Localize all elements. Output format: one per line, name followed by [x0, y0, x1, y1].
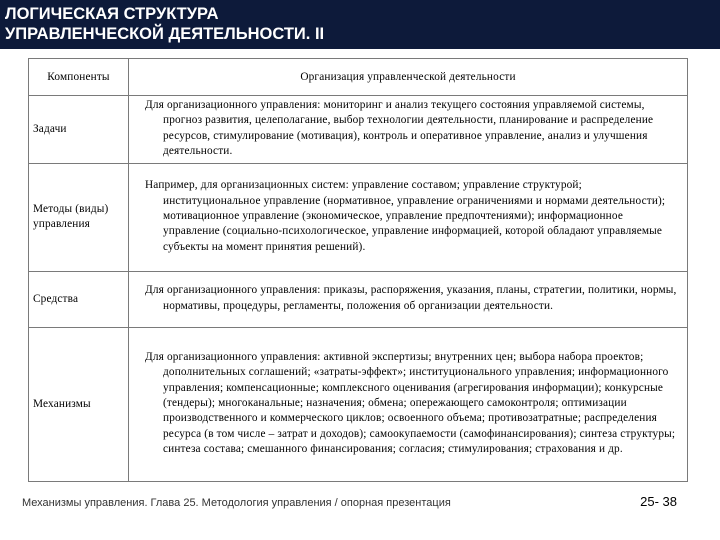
row-description — [129, 327, 688, 481]
table-row — [29, 271, 688, 327]
management-structure-table — [28, 58, 688, 482]
row-description — [129, 271, 688, 327]
header-organization: Организация управленческой деятельности — [129, 59, 688, 96]
page-number: 25- 38 — [640, 494, 677, 509]
row-component: Механизмы — [29, 327, 129, 481]
row-description — [129, 163, 688, 271]
title-bar — [0, 0, 720, 49]
table-header-row — [29, 59, 688, 96]
header-components: Компоненты — [29, 59, 129, 96]
table-row — [29, 163, 688, 271]
row-component: Средства — [29, 271, 129, 327]
title-line-1: ЛОГИЧЕСКАЯ СТРУКТУРА — [5, 5, 219, 23]
table-row — [29, 96, 688, 164]
row-description-text: Для организационного управления: приказы, распоряжения, указания, планы, стратегии, политики, нормы, нормативы, процедуры, регламенты, положения об организации деятельности. — [145, 284, 677, 312]
row-description-text: Для организационного управления: мониторинг и анализ текущего состояния управляемой системы, прогноз развития, целеполагание, выбор технологии деятельности, планирование и распределение ресурсов, стимулирование (мотивация), контроль и оперативное управление, анализ и улучшения деятельности. — [145, 99, 654, 158]
row-component: Задачи — [29, 96, 129, 164]
row-component: Методы (виды) управления — [29, 163, 129, 271]
title-line-2: УПРАВЛЕНЧЕСКОЙ ДЕЯТЕЛЬНОСТИ. II — [5, 25, 325, 43]
row-description-text: Для организационного управления: активной экспертизы; внутренних цен; выбора набора проектов; дополнительных соглашений; «затраты-эффект»; институционального управления; информационного управления; компенсационные; комплексного оценивания (агрегирования информации); конкурсные (тендеры); многоканальные; назначения; обмена; опережающего самоконтроля; оптимизации производственного и коммерческого циклов; освоенного объема; противозатратные; распределения ресурса (в том числе – затрат и доходов); самоокупаемости (самофинансирования); синтеза структуры; синтеза состава; смешанного финансирования; согласия; стимулирования; страхования и др. — [145, 350, 676, 456]
row-description-text: Например, для организационных систем: управление составом; управление структурой; институциональное управление (нормативное, управление ограничениями и нормами деятельности); мотивационное управление (экономическое, управление предпочтениями); информационное управление (социально-психологическое, управление информацией, которой обладают управляемые субъекты на момент принятия решений). — [145, 179, 666, 253]
row-description — [129, 96, 688, 164]
table-row — [29, 327, 688, 481]
footer-caption: Механизмы управления. Глава 25. Методология управления / опорная презентация — [22, 497, 451, 509]
